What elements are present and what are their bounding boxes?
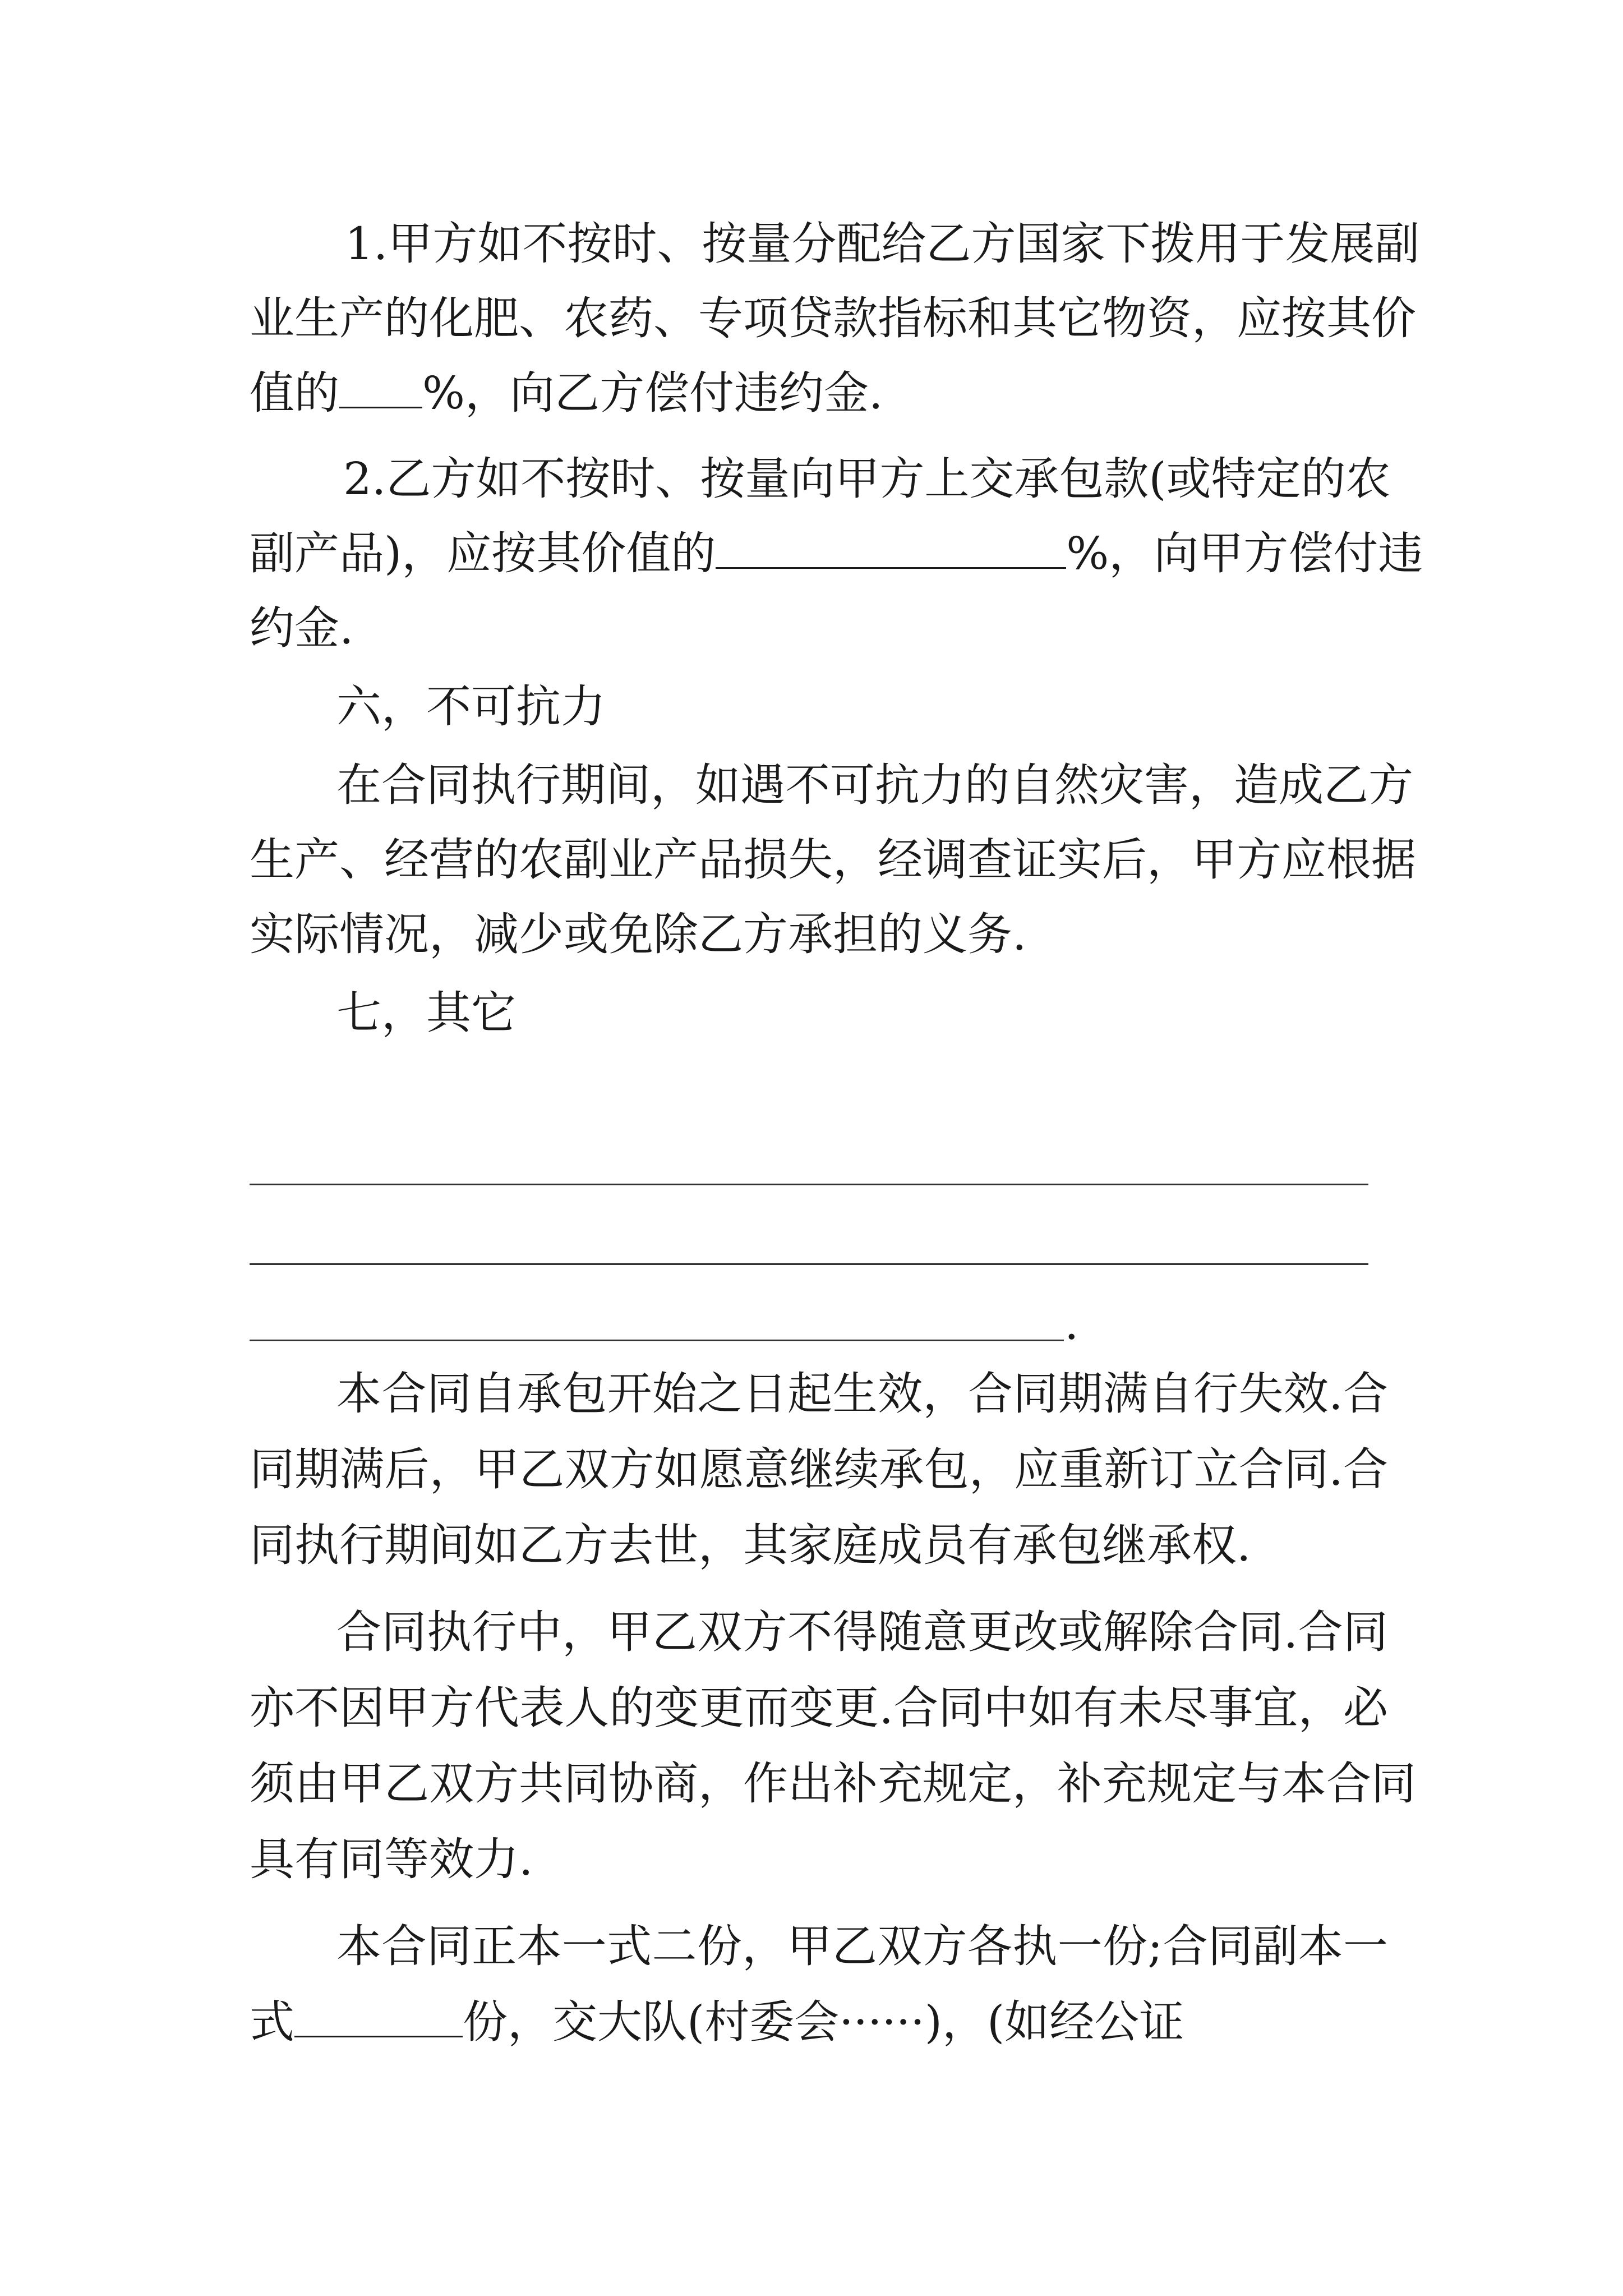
- section6-line1: 在合同执行期间，如遇不可抗力的自然灾害，造成乙方: [336, 759, 1413, 811]
- percent-blank-2: [716, 530, 1066, 569]
- percent-blank-1: [339, 370, 422, 408]
- copies-line1: 本合同正本一式二份，甲乙双方各执一份;合同副本一: [336, 1920, 1388, 1972]
- clause1-line3: [250, 362, 883, 424]
- clause1-line3-suffix: %，向乙方偿付违约金.: [422, 367, 883, 419]
- effect-line2: 同期满后，甲乙双方如愿意继续承包，应重新订立合同.合: [250, 1443, 1388, 1496]
- clause1-line1: 1.甲方如不按时、按量分配给乙方国家下拨用于发展副: [345, 218, 1420, 270]
- copies-line2-prefix: 式: [250, 1996, 294, 2048]
- section7-heading: 七，其它: [336, 987, 516, 1039]
- blank-line-1: [250, 1184, 1368, 1185]
- effect-line1: 本合同自承包开始之日起生效，合同期满自行失效.合: [336, 1368, 1388, 1420]
- change-line2: 亦不因甲方代表人的变更而变更.合同中如有未尽事宜，必: [250, 1682, 1388, 1734]
- clause2-line2-suffix: %，向甲方偿付违: [1066, 527, 1423, 579]
- copies-line2: [250, 1991, 1388, 2053]
- clause2-line2: [250, 523, 1423, 585]
- section6-line2: 生产、经营的农副业产品损失，经调查证实后，甲方应根据: [250, 834, 1416, 886]
- change-line3: 须由甲乙双方共同协商，作出补充规定，补充规定与本合同: [250, 1757, 1416, 1810]
- change-line1: 合同执行中，甲乙双方不得随意更改或解除合同.合同: [336, 1606, 1388, 1658]
- blank-line-3-period: .: [1064, 1297, 1079, 1350]
- clause1-line3-prefix: 值的: [250, 367, 339, 419]
- copies-count-blank: [294, 1999, 463, 2037]
- section6-heading: 六，不可抗力: [336, 680, 606, 733]
- clause2-line2-prefix: 副产品)，应按其价值的: [250, 527, 716, 579]
- effect-line3: 同执行期间如乙方去世，其家庭成员有承包继承权.: [250, 1519, 1251, 1571]
- clause2-line1: 2.乙方如不按时、按量向甲方上交承包款(或特定的农: [343, 453, 1391, 505]
- copies-line2-suffix: 份，交大队(村委会······)，(如经公证: [463, 1996, 1184, 2048]
- section6-line3: 实际情况，减少或免除乙方承担的义务.: [250, 908, 1027, 960]
- blank-line-2: [250, 1263, 1368, 1265]
- clause2-line3: 约金.: [250, 602, 354, 654]
- change-line4: 具有同等效力.: [250, 1833, 533, 1885]
- blank-line-3: [250, 1340, 1064, 1341]
- clause1-line2: 业生产的化肥、农药、专项贷款指标和其它物资，应按其价: [250, 292, 1416, 344]
